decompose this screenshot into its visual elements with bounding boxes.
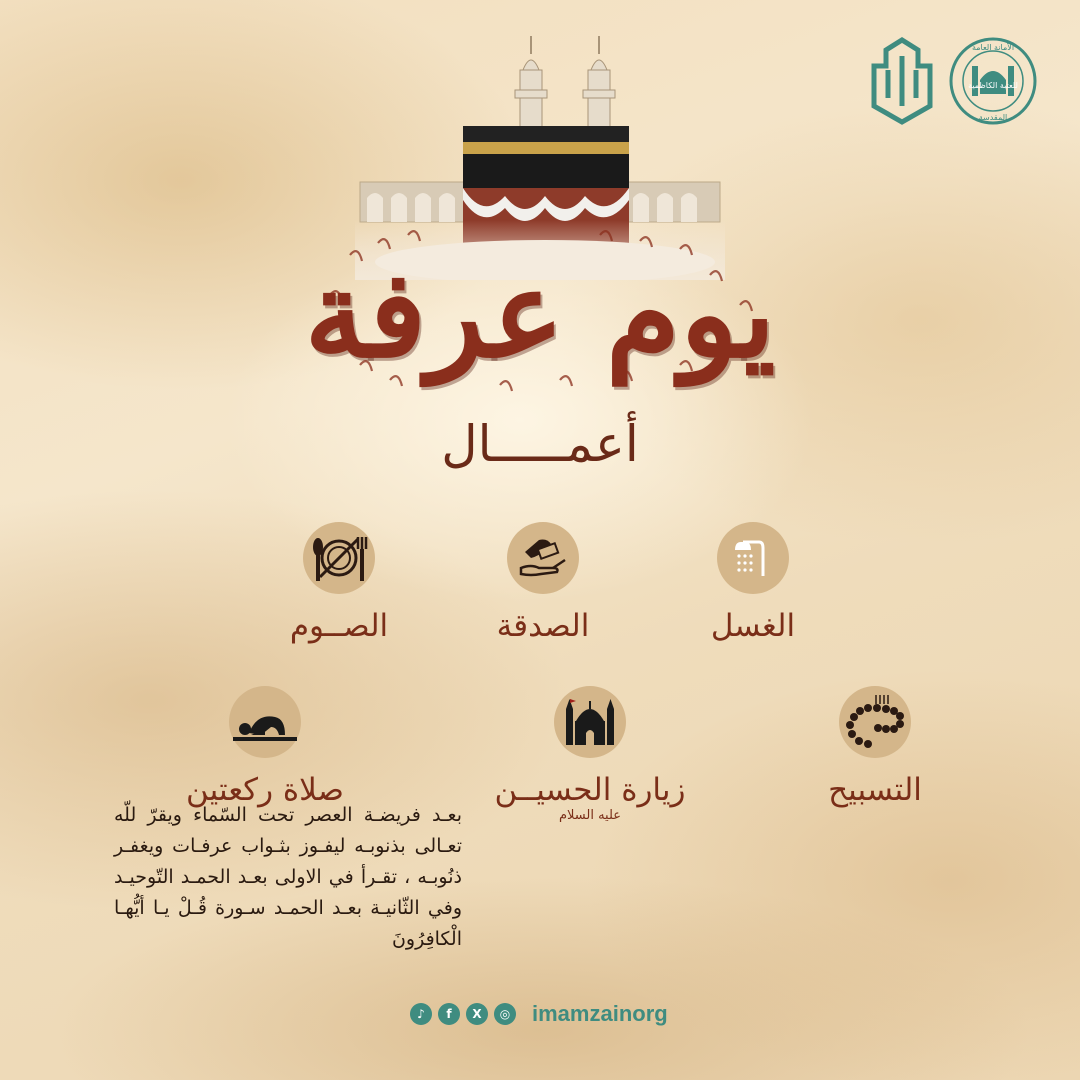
- title-decorations: [300, 215, 780, 415]
- item-salat-label: صلاة ركعتين: [186, 772, 344, 808]
- item-sadaqa: [433, 522, 653, 644]
- kadhimiya-seal: [948, 36, 1038, 130]
- item-tasbeeh-label: التسبيح: [828, 772, 922, 808]
- item-salat: [155, 686, 375, 808]
- item-sadaqa-label: الصدقة: [496, 608, 590, 644]
- prayer-beads-icon: [839, 686, 911, 758]
- item-ghusl: [643, 522, 863, 644]
- plate-cutlery-icon: [303, 522, 375, 594]
- page-subtitle: أعمـــــال: [441, 415, 639, 473]
- item-ziyara-label: [480, 772, 700, 844]
- shrine-logo: [866, 36, 938, 130]
- instagram-icon[interactable]: ◎: [494, 1003, 516, 1025]
- facebook-icon[interactable]: f: [438, 1003, 460, 1025]
- item-ghusl-label: الغسل: [710, 608, 796, 644]
- honorific: عليه السلام: [558, 808, 622, 823]
- shrine-dome-icon: [554, 686, 626, 758]
- seal-text-mid: للعتبة الكاظمية: [968, 81, 1018, 90]
- salat-description: بعـد فريضـة العصر تحت السّماء ويقرّ للّه تعـالى بذنوبـه ليفـوز بثـواب عرفـات ويغفـر ذنُوبـه ، تقـرأ في الاولى بعـد الحمـد التّوحيـد وفي الثّانيـة بعـد الحمـد سـورة قُـلْ يـا أيُّهـا الْكافِرُونَ: [114, 804, 462, 950]
- item-sawm: [229, 522, 449, 644]
- prostration-icon: [229, 686, 301, 758]
- item-sawm-label: الصــوم: [289, 608, 389, 644]
- seal-text-bottom: المقدسة: [978, 113, 1008, 122]
- page-title: يوم عرفة: [304, 244, 776, 385]
- item-ziyara: [480, 686, 700, 844]
- tiktok-icon[interactable]: ♪: [410, 1003, 432, 1025]
- social-footer: [410, 1000, 668, 1028]
- social-handle[interactable]: imamzainorg: [532, 1001, 668, 1026]
- charity-hands-icon: [507, 522, 579, 594]
- item-tasbeeh: [765, 686, 985, 808]
- seal-text-top: الأمانة العامة: [971, 43, 1015, 52]
- x-icon[interactable]: X: [466, 1003, 488, 1025]
- shower-icon: [717, 522, 789, 594]
- ziyara-label-text: زيارة الحسيــن: [494, 772, 686, 808]
